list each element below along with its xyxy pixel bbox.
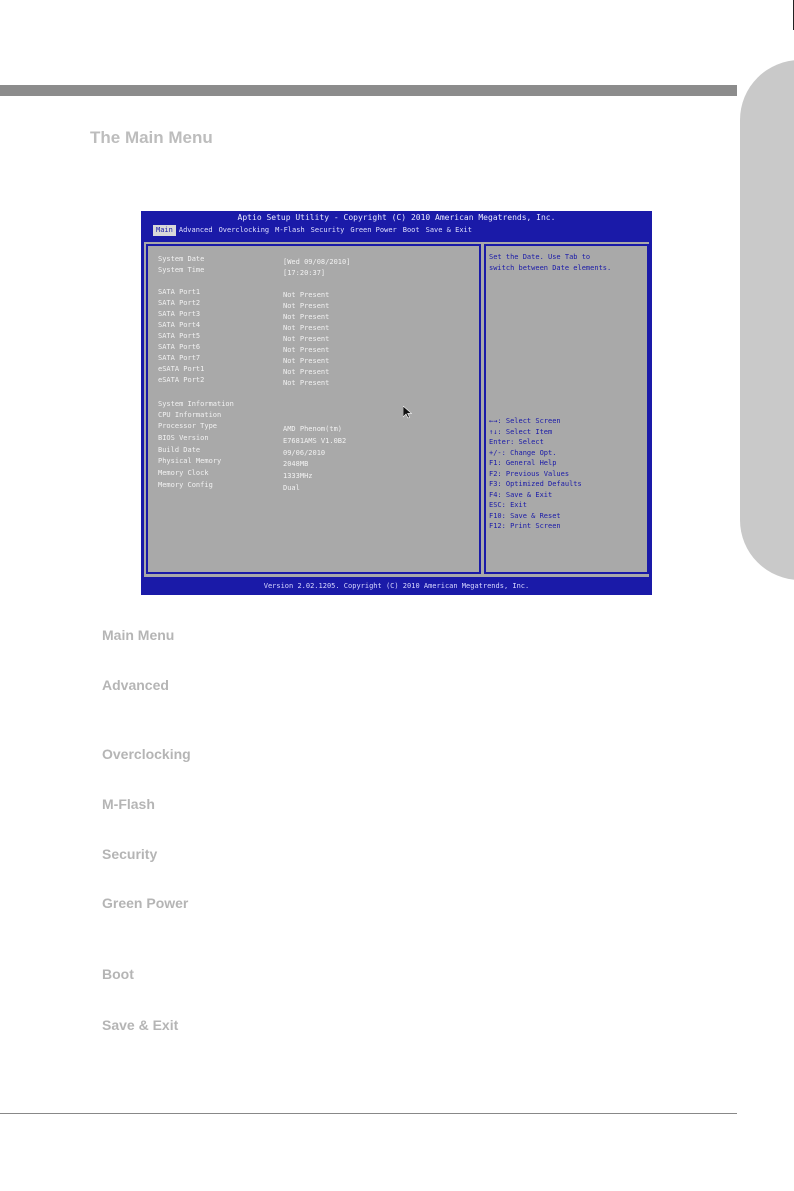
bios-tab-advanced[interactable]: Advanced [178, 226, 213, 234]
menu-item-boot: Boot [102, 966, 134, 982]
bios-settings-panel [146, 244, 481, 574]
bios-tab-m-flash[interactable]: M-Flash [275, 226, 305, 234]
bios-help-panel [484, 244, 649, 574]
header-bar [0, 85, 737, 96]
bios-tab-boot[interactable]: Boot [402, 226, 420, 234]
bios-setting-row[interactable]: System Date [Wed 09/08/2010] [158, 255, 351, 266]
footer-rule [0, 1113, 737, 1114]
bios-key-hint: Enter: Select [489, 438, 544, 446]
menu-item-security: Security [102, 846, 158, 862]
bios-setting-row: SATA Port1 Not Present [158, 288, 330, 299]
bios-key-legend [489, 416, 582, 532]
bios-key-hint: F10: Save & Reset [489, 511, 561, 520]
bios-setting-row: Build Date 09/06/2010 [158, 446, 326, 457]
bios-setting-row: Memory Config Dual [158, 481, 300, 492]
bios-key-hint: ↑↓: Select Item [489, 427, 553, 436]
bios-setting-row: SATA Port3 Not Present [158, 310, 330, 321]
bios-setting-row: SATA Port5 Not Present [158, 332, 330, 343]
menu-item-overclocking: Overclocking [102, 746, 191, 762]
bios-key-hint: F1: General Help [489, 459, 557, 467]
menu-item-advanced: Advanced [102, 677, 169, 693]
bios-setting-row: SATA Port2 Not Present [158, 299, 330, 310]
bios-setting-row[interactable]: System Information [158, 400, 234, 408]
bios-setting-row: eSATA Port1 Not Present [158, 365, 330, 376]
bios-tab-main[interactable]: Main [153, 225, 176, 236]
bios-title: Aptio Setup Utility - Copyright (C) 2010 American Megatrends, Inc. [237, 213, 556, 222]
bios-key-hint: F3: Optimized Defaults [489, 480, 582, 488]
bios-tab-overclocking[interactable]: Overclocking [218, 226, 270, 234]
bios-setting-row: Physical Memory 2048MB [158, 457, 309, 468]
menu-item-green-power: Green Power [102, 895, 189, 911]
menu-item-main-menu: Main Menu [102, 627, 175, 643]
mouse-pointer-icon [403, 406, 412, 419]
chapter-tab [740, 60, 794, 580]
bios-setting-row: CPU Information [158, 411, 222, 419]
bios-body [143, 241, 650, 578]
bios-setting-row: Processor Type AMD Phenom(tm) [158, 422, 343, 433]
bios-help-text: switch between Date elements. [489, 264, 612, 272]
bios-tab-green-power[interactable]: Green Power [350, 226, 397, 234]
bios-setting-row: eSATA Port2 Not Present [158, 376, 330, 387]
section-title: The Main Menu [90, 128, 213, 147]
bios-setting-row: SATA Port6 Not Present [158, 343, 330, 354]
bios-setting-row: Memory Clock 1333MHz [158, 469, 313, 480]
bios-screenshot [141, 211, 652, 595]
bios-key-hint: ESC: Exit [489, 501, 527, 509]
bios-key-hint: +/-: Change Opt. [489, 448, 557, 457]
bios-key-hint: F4: Save & Exit [489, 490, 553, 499]
bios-help-text: Set the Date. Use Tab to [489, 253, 591, 261]
bios-key-hint: ←→: Select Screen [489, 417, 561, 425]
bios-setting-row: BIOS Version E7681AMS V1.0B2 [158, 434, 347, 445]
bios-tab-bar [153, 225, 475, 236]
menu-item-m-flash: M-Flash [102, 796, 155, 812]
bios-tab-save-exit[interactable]: Save & Exit [425, 226, 472, 234]
menu-item-save-exit: Save & Exit [102, 1017, 179, 1033]
bios-tab-security[interactable]: Security [310, 226, 345, 234]
bios-setting-row: SATA Port7 Not Present [158, 354, 330, 365]
bios-setting-row: SATA Port4 Not Present [158, 321, 330, 332]
bios-footer: Version 2.02.1205. Copyright (C) 2010 American Megatrends, Inc. [263, 582, 530, 590]
bios-setting-row[interactable]: System Time [17:20:37] [158, 266, 326, 277]
bios-key-hint: F2: Previous Values [489, 469, 570, 478]
bios-key-hint: F12: Print Screen [489, 522, 561, 530]
